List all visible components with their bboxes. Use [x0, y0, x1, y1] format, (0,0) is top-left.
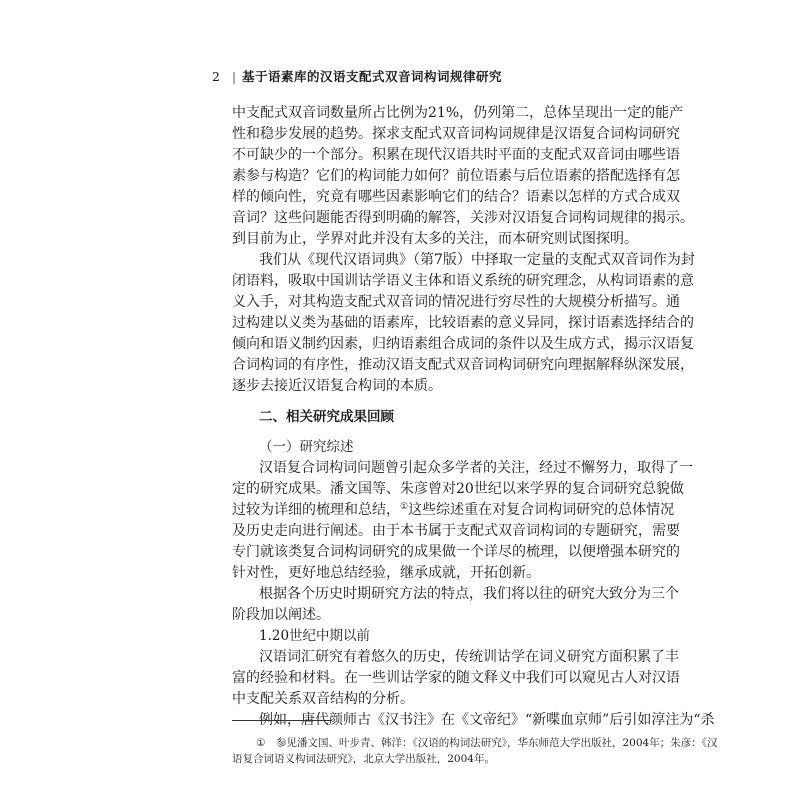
text-line: 闭语料，吸取中国训诂学语义主体和语义系统的研究理念，从构词语素的意: [232, 273, 694, 289]
text-line: 我们从《现代汉语词典》（第7版）中择取一定量的支配式双音词作为封: [259, 252, 695, 268]
text-line: 素参与构造？它们的构词能力如何？前位语素与后位语素的搭配选择有怎: [232, 168, 680, 184]
text-line: 合词构词的有序性，推动汉语支配式双音词构词研究向理据解释纵深发展，: [232, 357, 694, 373]
text-line: 及历史走向进行阐述。由于本书属于支配式双音词构词的专题研究，需要: [232, 523, 680, 539]
text-line: 富的经验和材料。在一些训诂学家的随文释义中我们可以窥见古人对汉语: [232, 670, 680, 686]
text-line: 定的研究成果。潘文国等、朱彦曾对20世纪以来学界的复合词研究总貌做: [232, 481, 684, 497]
running-header: [212, 68, 632, 86]
text-line: 样的倾向性，究竟有哪些因素影响它们的结合？语素以怎样的方式合成双: [232, 189, 680, 205]
paragraph: [232, 584, 679, 626]
text-line: 不可缺少的一个部分。积累在现代汉语共时平面的支配式双音词由哪些语: [232, 147, 680, 163]
paragraph: [232, 250, 695, 397]
footnote: [232, 735, 718, 767]
text-line: [232, 500, 675, 521]
text-line: 针对性，更好地总结经验，继承成就，开拓创新。: [232, 565, 540, 581]
text-line: 根据各个历史时期研究方法的特点，我们将以往的研究大致分为三个: [259, 586, 679, 602]
footnote-reference[interactable]: ①: [400, 502, 409, 512]
text-segment: 这些综述重在对复合词构词研究的总体情况: [408, 502, 675, 518]
body-text: [232, 103, 715, 731]
text-line: 音词？这些问题能否得到明确的解答，关涉对汉语复合词构词规律的揭示。: [232, 210, 694, 226]
text-line: 性和稳步发展的趋势。探求支配式双音词构词规律是汉语复合词构词研究: [232, 126, 680, 142]
text-line: 阶段加以阐述。: [232, 607, 330, 623]
footnote-text: 参见潘文国、叶步青、韩洋：《汉语的构词法研究》，华东师范大学出版社，2004年；朱彦：《汉: [276, 737, 718, 749]
text-line: 中支配式双音词数量所占比例为21%，仍列第二，总体呈现出一定的能产: [232, 105, 684, 121]
text-line: 例如，唐代颜师古《汉书注》在《文帝纪》“新喋血京师”后引如淳注为“杀: [259, 712, 715, 728]
running-title: 基于语素库的汉语支配式双音词构词规律研究: [242, 69, 503, 84]
header-separator: |: [231, 69, 237, 84]
subsection-heading: （一）研究综述: [259, 439, 354, 455]
text-line: 专门就该类复合词构词研究的成果做一个详尽的梳理，以便增强本研究的: [232, 544, 680, 560]
paragraph: [232, 103, 694, 250]
text-line: 汉语复合词构词问题曾引起众多学者的关注，经过不懈努力，取得了一: [259, 460, 693, 476]
footnote-divider: [232, 720, 332, 721]
text-line: 过构建以义类为基础的语素库，比较语素的意义异同，探讨语素选择结合的: [232, 315, 694, 331]
text-line: 中支配关系双音结构的分析。: [232, 691, 414, 707]
section-heading: 二、相关研究成果回顾: [259, 409, 394, 425]
paragraph: [232, 458, 693, 584]
sub-subsection-heading: 1.20世纪中期以前: [259, 628, 371, 644]
paragraph: [232, 647, 680, 710]
text-line: 义入手，对其构造支配式双音词的情况进行穷尽性的大规模分析描写。通: [232, 294, 680, 310]
text-line: 到目前为止，学界对此并没有太多的关注，而本研究则试图探明。: [232, 231, 638, 247]
footnote-line: 语复合词语义构词法研究》，北京大学出版社，2004年。: [232, 753, 495, 765]
text-line: 逐步去接近汉语复合构词的本质。: [232, 378, 442, 394]
text-segment: 过较为详细的梳理和总结，: [232, 502, 400, 518]
page-number: 2: [212, 69, 220, 84]
text-line: 汉语词汇研究有着悠久的历史，传统训诂学在词义研究方面积累了丰: [259, 649, 679, 665]
footnote-mark: ①: [256, 737, 266, 749]
text-line: 倾向和语义制约因素，归纳语素组合成词的条件以及生成方式，揭示汉语复: [232, 336, 694, 352]
footnote-line: [232, 735, 718, 751]
